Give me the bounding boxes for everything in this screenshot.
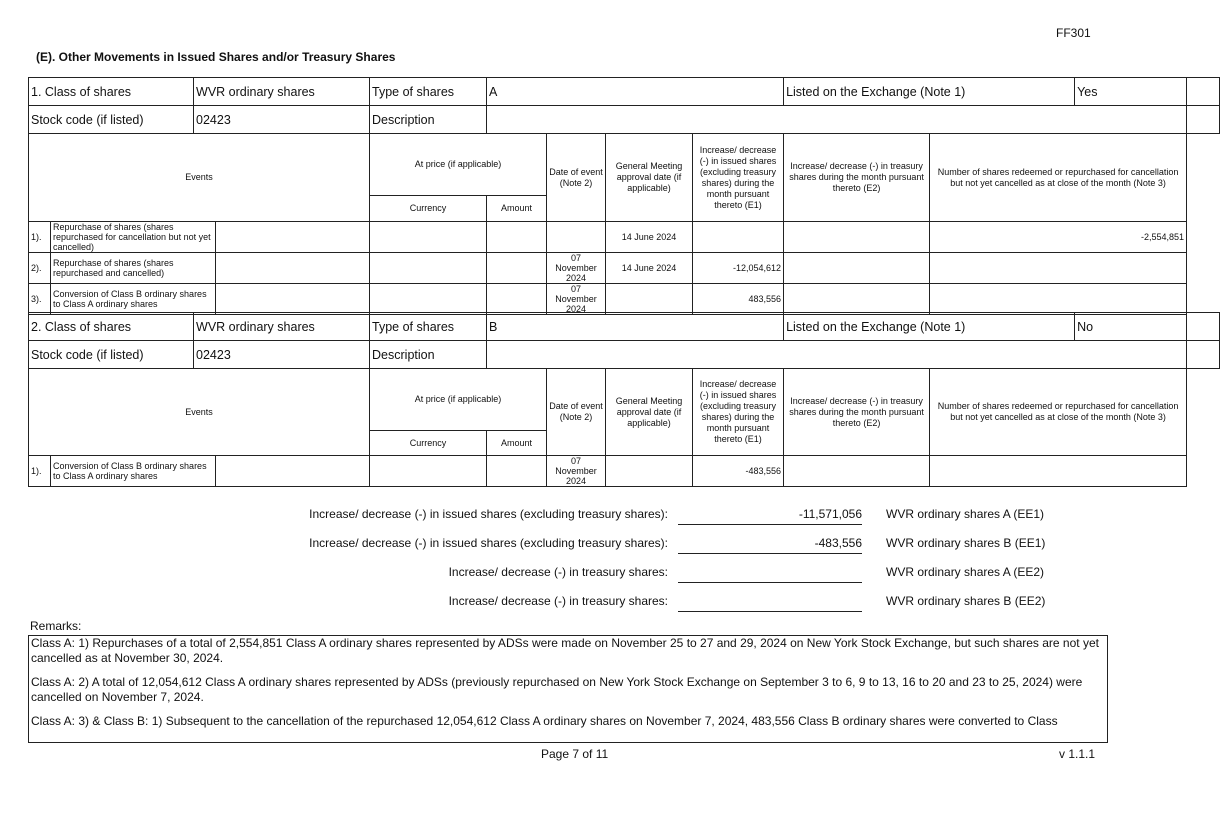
at-price-header: At price (if applicable) (370, 369, 547, 431)
summary-row (0, 594, 1168, 616)
gm-date-cell (606, 456, 693, 487)
e2-cell (784, 253, 930, 284)
e1-header: Increase/ decrease (-) in issued shares (excluding treasury shares) during the month pursuant thereto (E1) (693, 134, 784, 222)
description-label: Description (370, 341, 487, 369)
redeemed-cell (930, 284, 1187, 315)
listed-value: No (1075, 313, 1187, 341)
e2-cell (784, 456, 930, 487)
gm-date-cell (606, 284, 693, 315)
row-number: 3). (29, 284, 51, 315)
currency-cell (370, 222, 487, 253)
gm-approval-header: General Meeting approval date (if applicable) (606, 369, 693, 456)
empty-cell (216, 253, 370, 284)
summary-label: Increase/ decrease (-) in treasury shares: (448, 594, 668, 608)
redeemed-cell: -2,554,851 (930, 222, 1187, 253)
amount-header: Amount (487, 196, 547, 222)
table-row (29, 456, 1220, 487)
redeemed-header: Number of shares redeemed or repurchased for cancellation but not yet cancelled as at close of the month (Note 3) (930, 134, 1187, 222)
class-label: 2. Class of shares (29, 313, 194, 341)
summary-value: -483,556 (678, 536, 862, 554)
date-cell: 07 November 2024 (547, 456, 606, 487)
currency-cell (370, 284, 487, 315)
at-price-header: At price (if applicable) (370, 134, 547, 196)
stock-code-label: Stock code (if listed) (29, 106, 194, 134)
summary-label: Increase/ decrease (-) in treasury shares: (448, 565, 668, 579)
summary-value (678, 594, 862, 612)
date-cell (547, 222, 606, 253)
gm-approval-header: General Meeting approval date (if applicable) (606, 134, 693, 222)
class-value: WVR ordinary shares (194, 313, 370, 341)
description-value (487, 341, 1187, 369)
summary-value: -11,571,056 (678, 507, 862, 525)
redeemed-header: Number of shares redeemed or repurchased for cancellation but not yet cancelled as at close of the month (Note 3) (930, 369, 1187, 456)
version-label: v 1.1.1 (1059, 747, 1096, 761)
event-description: Conversion of Class B ordinary shares to Class A ordinary shares (51, 284, 216, 315)
e2-cell (784, 222, 930, 253)
type-value: A (487, 78, 784, 106)
amount-cell (487, 284, 547, 315)
page-number: Page 7 of 11 (541, 747, 609, 761)
e2-header: Increase/ decrease (-) in treasury shares during the month pursuant thereto (E2) (784, 369, 930, 456)
empty-cell (1187, 341, 1220, 369)
type-label: Type of shares (370, 78, 487, 106)
class-b-table (28, 312, 1220, 487)
currency-cell (370, 253, 487, 284)
empty-cell (216, 284, 370, 315)
class-label: 1. Class of shares (29, 78, 194, 106)
summary-value (678, 565, 862, 583)
e1-header: Increase/ decrease (-) in issued shares (excluding treasury shares) during the month pursuant thereto (E1) (693, 369, 784, 456)
events-header: Events (29, 134, 370, 222)
amount-cell (487, 456, 547, 487)
event-description: Repurchase of shares (shares repurchased for cancellation but not yet cancelled) (51, 222, 216, 253)
e1-cell: -12,054,612 (693, 253, 784, 284)
description-label: Description (370, 106, 487, 134)
empty-cell (1187, 106, 1220, 134)
table-row (29, 284, 1220, 315)
e1-cell (693, 222, 784, 253)
summary-unit: WVR ordinary shares B (EE2) (886, 594, 1046, 608)
remarks-label: Remarks: (30, 619, 82, 633)
type-label: Type of shares (370, 313, 487, 341)
summary-unit: WVR ordinary shares B (EE1) (886, 536, 1046, 550)
currency-header: Currency (370, 196, 487, 222)
listed-value: Yes (1075, 78, 1187, 106)
stock-code-value: 02423 (194, 341, 370, 369)
date-cell: 07 November 2024 (547, 284, 606, 315)
date-of-event-header: Date of event (Note 2) (547, 369, 606, 456)
redeemed-cell (930, 456, 1187, 487)
stock-code-label: Stock code (if listed) (29, 341, 194, 369)
summary-label: Increase/ decrease (-) in issued shares (excluding treasury shares): (309, 536, 668, 550)
empty-cell (1187, 78, 1220, 106)
row-number: 1). (29, 456, 51, 487)
summary-row (0, 536, 1168, 558)
empty-cell (1187, 313, 1220, 341)
type-value: B (487, 313, 784, 341)
e2-header: Increase/ decrease (-) in treasury shares during the month pursuant thereto (E2) (784, 134, 930, 222)
listed-label: Listed on the Exchange (Note 1) (784, 78, 1075, 106)
summary-row (0, 565, 1168, 587)
summary-unit: WVR ordinary shares A (EE1) (886, 507, 1045, 521)
currency-cell (370, 456, 487, 487)
amount-header: Amount (487, 431, 547, 456)
row-number: 2). (29, 253, 51, 284)
remark-paragraph: Class A: 3) & Class B: 1) Subsequent to the cancellation of the repurchased 12,054,612 Class A ordinary shares on November 7, 2024, 483,556 Class B ordinary shares were converted to Class (31, 714, 1058, 728)
date-of-event-header: Date of event (Note 2) (547, 134, 606, 222)
gm-date-cell: 14 June 2024 (606, 222, 693, 253)
event-description: Conversion of Class B ordinary shares to Class A ordinary shares (51, 456, 216, 487)
stock-code-value: 02423 (194, 106, 370, 134)
empty-cell (216, 456, 370, 487)
remarks-box (28, 635, 1108, 743)
class-value: WVR ordinary shares (194, 78, 370, 106)
amount-cell (487, 253, 547, 284)
class-a-table (28, 77, 1220, 315)
row-number: 1). (29, 222, 51, 253)
description-value (487, 106, 1187, 134)
gm-date-cell: 14 June 2024 (606, 253, 693, 284)
event-description: Repurchase of shares (shares repurchased and cancelled) (51, 253, 216, 284)
summary-label: Increase/ decrease (-) in issued shares (excluding treasury shares): (309, 507, 668, 521)
summary-row (0, 507, 1168, 529)
table-row (29, 222, 1220, 253)
e1-cell: -483,556 (693, 456, 784, 487)
amount-cell (487, 222, 547, 253)
e2-cell (784, 284, 930, 315)
redeemed-cell (930, 253, 1187, 284)
listed-label: Listed on the Exchange (Note 1) (784, 313, 1075, 341)
summary-unit: WVR ordinary shares A (EE2) (886, 565, 1045, 579)
remark-paragraph: Class A: 1) Repurchases of a total of 2,554,851 Class A ordinary shares represented by ADSs were made on November 25 to 27 and 29, 2024 on New York Stock Exchange, but such shares are not yet cancelled as at November 30, 2024. (31, 636, 1099, 665)
table-row (29, 253, 1220, 284)
empty-cell (216, 222, 370, 253)
remark-paragraph: Class A: 2) A total of 12,054,612 Class A ordinary shares represented by ADSs (previously repurchased on New York Stock Exchange on September 3 to 6, 9 to 13, 16 to 20 and 23 to 25, 2024) were cancelled on November 7, 2024. (31, 675, 1083, 704)
form-code: FF301 (1056, 26, 1091, 40)
currency-header: Currency (370, 431, 487, 456)
section-title: (E). Other Movements in Issued Shares and/or Treasury Shares (36, 50, 396, 64)
e1-cell: 483,556 (693, 284, 784, 315)
date-cell: 07 November 2024 (547, 253, 606, 284)
events-header: Events (29, 369, 370, 456)
